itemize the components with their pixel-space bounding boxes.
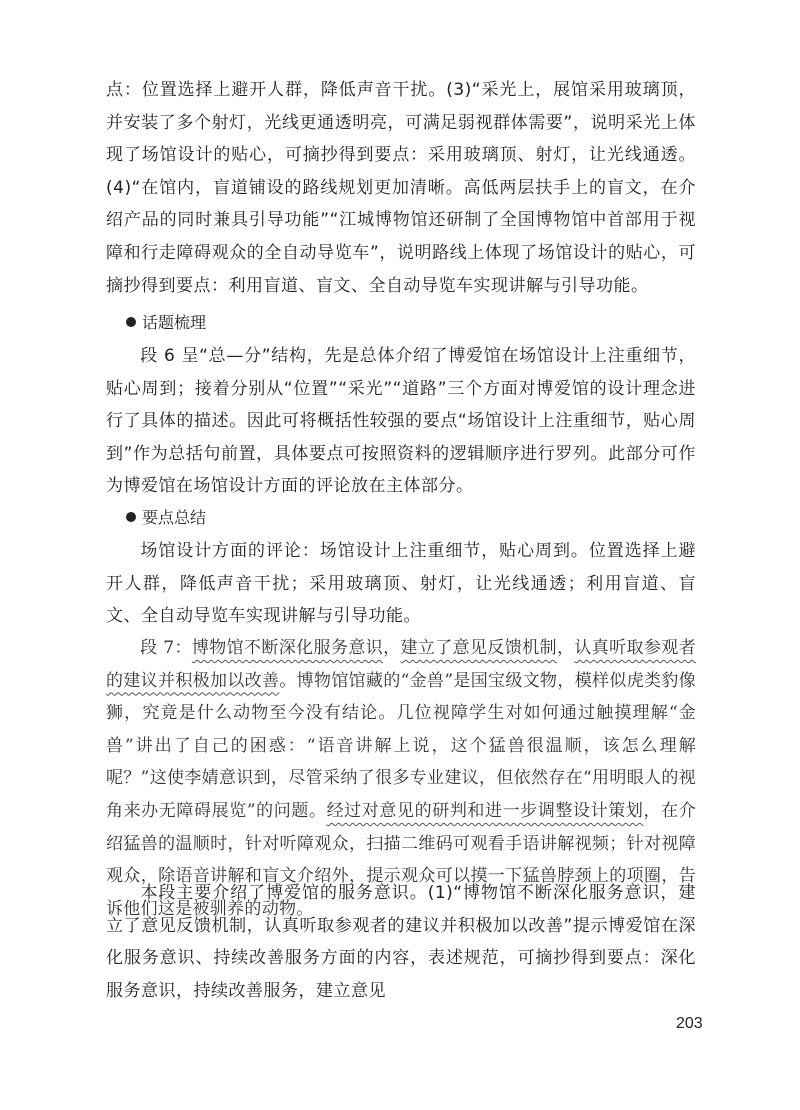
underlined-phrase: 建立了意见反馈机制 <box>400 638 557 658</box>
paragraph-service-analysis <box>106 877 696 1007</box>
paragraph-text: 本段主要介绍了博爱馆的服务意识。(1)“博物馆不断深化服务意识，建立了意见反馈机制，认真听取参观者的建议并积极加以改善”提示博爱馆在深化服务意识、持续改善服务方面的内容，表述规范，可摘抄得到要点：深化服务意识，持续改善服务，建立意见 <box>106 883 696 1001</box>
page-number: 203 <box>676 1015 703 1032</box>
heading-label: 话题梳理 <box>142 313 207 332</box>
underlined-phrase: 博物馆不断深化服务意识 <box>191 638 384 658</box>
section-heading-topic <box>126 307 206 339</box>
paragraph-continuation: 点：位置选择上避开人群，降低声音干扰。(3)“采光上，展馆采用玻璃顶，并安装了多个射灯，光线更通透明亮，可满足弱视群体需要”，说明采光上体现了场馆设计的贴心，可摘抄得到要点：采用玻璃顶、射灯，让光线通透。(4)“在馆内，盲道铺设的路线规划更加清晰。高低两层扶手上的盲文，在介绍产品的同时兼具引导功能”“江城博物馆还研制了全国博物馆中首部用于视障和行走障碍观众的全自动导览车”，说明路线上体现了场馆设计的贴心，可摘抄得到要点：利用盲道、盲文、全自动导览车实现讲解与引导功能。 <box>106 80 696 296</box>
section-heading-summary <box>126 502 206 534</box>
paragraph-text: 。博物馆馆藏的“金兽”是国宝级文物，模样似虎类豹像狮，究竟是什么动物至今没有结论。几位视障学生对如何通过触摸理解“金兽”讲出了自己的困惑：“语音讲解上说，这个猛兽很温顺，该怎么理解呢？”这使李婧意识到，尽管采纳了很多专业建议，但依然存在“用明眼人的视角来办无障碍展览”的问题。 <box>106 670 696 821</box>
underlined-phrase: 经过对意见的研判和进一步调整设计策划 <box>326 800 644 821</box>
underlined-phrase: 认真听取参观者的建议并积极加以改善 <box>106 638 696 691</box>
bullet-dot-icon <box>126 317 136 327</box>
bullet-dot-icon <box>126 512 136 522</box>
paragraph-text: 段 6 呈“总—分”结构，先是总体介绍了博爱馆在场馆设计上注重细节，贴心周到；接着分别从“位置”“采光”“道路”三个方面对博爱馆的设计理念进行了具体的描述。因此可将概括性较强的要点“场馆设计上注重细节，贴心周到”作为总括句前置，具体要点可按照资料的逻辑顺序进行罗列。此部分可作为博爱馆在场馆设计方面的评论放在主体部分。 <box>106 346 696 497</box>
heading-label: 要点总结 <box>142 508 207 527</box>
paragraph-analysis <box>106 340 696 503</box>
paragraph-summary <box>106 535 696 633</box>
paragraph-text: 场馆设计方面的评论：场馆设计上注重细节，贴心周到。位置选择上避开人群，降低声音干扰；采用玻璃顶、射灯，让光线通透；利用盲道、盲文、全自动导览车实现讲解与引导功能。 <box>106 541 696 627</box>
paragraph-label: 段 7： <box>140 638 192 658</box>
quoted-source-paragraph: 段 7：博物馆不断深化服务意识，建立了意见反馈机制，认真听取参观者的建议并积极加以改善。博物馆馆藏的“金兽”是国宝级文物，模样似虎类豹像狮，究竟是什么动物至今没有结论。几位视障学生对如何通过触摸理解“金兽”讲出了自己的困惑：“语音讲解上说，这个猛兽很温顺，该怎么理解呢？”这使李婧意识到，尽管采纳了很多专业建议，但依然存在“用明眼人的视角来办无障碍展览”的问题。经过对意见的研判和进一步调整设计策划，在介绍猛兽的温顺时，针对听障观众，扫描二维码可观看手语讲解视频；针对视障观众，除语音讲解和盲文介绍外，提示观众可以摸一下猛兽脖颈上的项圈，告诉他们这是被驯养的动物。 <box>106 638 696 919</box>
paragraph-text: ，在介绍猛兽的温顺时，针对听障观众，扫描二维码可观看手语讲解视频；针对视障观众，除语音讲解和盲文介绍外，提示观众可以摸一下猛兽脖颈上的项圈，告诉他们这是被驯养的动物。 <box>106 800 696 919</box>
